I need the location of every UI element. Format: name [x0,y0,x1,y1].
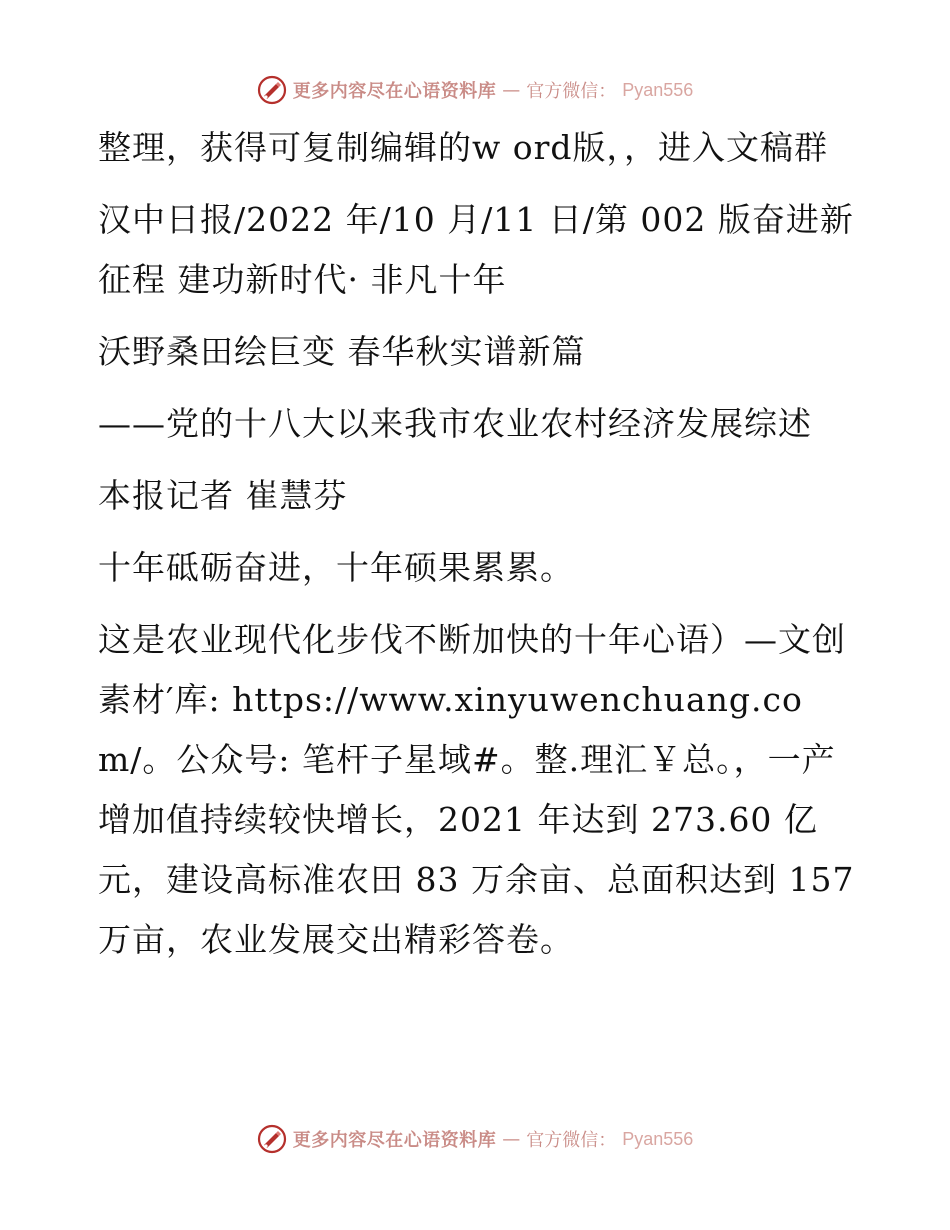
document-body [98,118,858,982]
watermark-dash: — [502,79,521,101]
paragraph-byline: 本报记者 崔慧芬 [98,476,348,515]
watermark-brand-text: 更多内容尽在心语资料库 [292,1130,497,1151]
pen-logo-icon [257,75,287,105]
paragraph-intro: 整理，获得可复制编辑的w ord版，，进入文稿群 [98,128,829,167]
paragraph-body: 这是农业现代化步伐不断加快的十年心语）—文创素材′库: https://www.xinyuwenchuang.com/。公众号: 笔杆子星域#。整.理汇￥总。，一产增加值持续较快增长，2021 年达到 273.60 亿元，建设高标准农田 83 万余亩、总面积达到 157 万亩，农业发展交出精彩答卷。 [98,620,855,959]
watermark-dash: — [502,1128,521,1150]
header-watermark [0,73,950,107]
watermark-account-id: Pyan556 [622,1128,694,1149]
paragraph-lead: 十年砥砺奋进，十年硕果累累。 [98,548,574,587]
watermark-official-label: 官方微信： [526,1130,617,1151]
footer-watermark [0,1122,950,1156]
paragraph-source-line: 汉中日报/2022 年/10 月/11 日/第 002 版奋进新征程 建功新时代· 非凡十年 [98,200,854,299]
watermark-brand-text: 更多内容尽在心语资料库 [292,81,497,102]
paragraph-subheadline: ——党的十八大以来我市农业农村经济发展综述 [98,404,812,443]
paragraph-headline: 沃野桑田绘巨变 春华秋实谱新篇 [98,332,586,371]
pen-logo-icon [257,1124,287,1154]
watermark-official-label: 官方微信： [526,81,617,102]
watermark-account-id: Pyan556 [622,79,694,100]
